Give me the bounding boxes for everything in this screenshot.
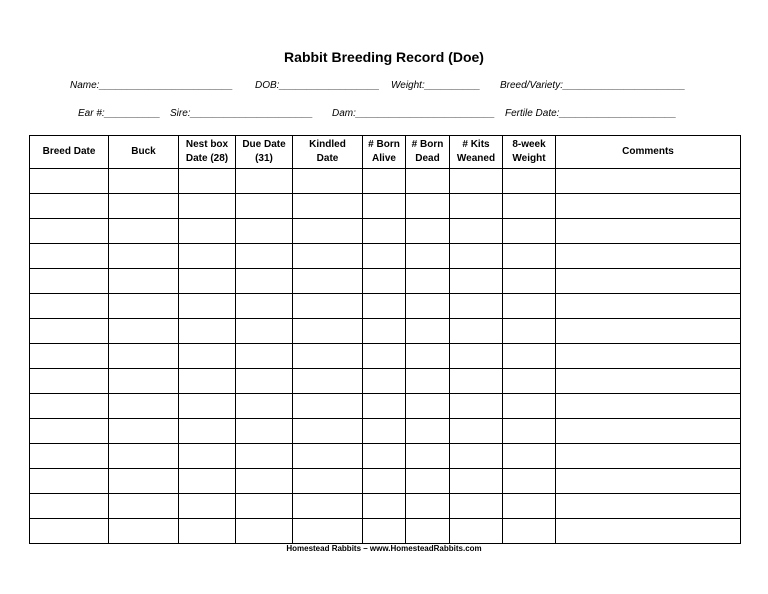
breeding-record-table <box>29 135 741 544</box>
table-cell[interactable] <box>363 269 406 294</box>
table-cell[interactable] <box>450 194 503 219</box>
table-cell[interactable] <box>30 194 109 219</box>
table-cell[interactable] <box>406 319 450 344</box>
table-cell[interactable] <box>363 169 406 194</box>
table-cell[interactable] <box>109 194 179 219</box>
table-cell[interactable] <box>363 394 406 419</box>
header-row <box>30 136 741 169</box>
table-cell[interactable] <box>406 269 450 294</box>
table-cell[interactable] <box>236 294 293 319</box>
table-cell[interactable] <box>556 194 741 219</box>
table-cell[interactable] <box>236 394 293 419</box>
table-cell[interactable] <box>450 394 503 419</box>
table-cell[interactable] <box>503 494 556 519</box>
table-cell[interactable] <box>556 219 741 244</box>
table-cell[interactable] <box>363 494 406 519</box>
table-cell[interactable] <box>406 369 450 394</box>
table-cell[interactable] <box>109 394 179 419</box>
table-cell[interactable] <box>179 294 236 319</box>
table-cell[interactable] <box>236 269 293 294</box>
table-row <box>30 494 741 519</box>
table-row <box>30 294 741 319</box>
table-cell[interactable] <box>450 319 503 344</box>
table-cell[interactable] <box>30 444 109 469</box>
col-buck: Buck <box>109 136 179 169</box>
table-cell[interactable] <box>450 369 503 394</box>
col-born-alive: # Born Alive <box>363 136 406 169</box>
table-cell[interactable] <box>109 294 179 319</box>
table-cell[interactable] <box>293 344 363 369</box>
table-cell[interactable] <box>406 219 450 244</box>
table-cell[interactable] <box>293 369 363 394</box>
table-cell[interactable] <box>503 269 556 294</box>
table-cell[interactable] <box>556 519 741 544</box>
footer: Homestead Rabbits – www.HomesteadRabbits.com <box>286 544 482 553</box>
table-cell[interactable] <box>179 244 236 269</box>
table-cell[interactable] <box>30 319 109 344</box>
table-cell[interactable] <box>236 469 293 494</box>
table-cell[interactable] <box>363 519 406 544</box>
table-cell[interactable] <box>556 169 741 194</box>
dam-field[interactable]: Dam:_________________________ <box>332 108 495 119</box>
table-cell[interactable] <box>109 519 179 544</box>
table-cell[interactable] <box>406 344 450 369</box>
table-row <box>30 169 741 194</box>
table-cell[interactable] <box>363 419 406 444</box>
table-cell[interactable] <box>236 319 293 344</box>
table-cell[interactable] <box>503 294 556 319</box>
table-cell[interactable] <box>450 519 503 544</box>
table-row <box>30 219 741 244</box>
table-cell[interactable] <box>556 369 741 394</box>
table-cell[interactable] <box>30 394 109 419</box>
table-cell[interactable] <box>556 394 741 419</box>
table-cell[interactable] <box>109 319 179 344</box>
table-cell[interactable] <box>30 519 109 544</box>
col-kindled-date: Kindled Date <box>293 136 363 169</box>
table-cell[interactable] <box>109 169 179 194</box>
table-cell[interactable] <box>503 169 556 194</box>
table-cell[interactable] <box>236 444 293 469</box>
table-cell[interactable] <box>109 494 179 519</box>
table-cell[interactable] <box>450 219 503 244</box>
table-cell[interactable] <box>293 269 363 294</box>
table-cell[interactable] <box>179 419 236 444</box>
table-cell[interactable] <box>293 194 363 219</box>
table-cell[interactable] <box>179 269 236 294</box>
table-cell[interactable] <box>406 169 450 194</box>
table-cell[interactable] <box>503 419 556 444</box>
table-cell[interactable] <box>406 194 450 219</box>
col-nest-box-date: Nest box Date (28) <box>179 136 236 169</box>
table-cell[interactable] <box>503 394 556 419</box>
table-row <box>30 469 741 494</box>
table-cell[interactable] <box>30 269 109 294</box>
table-cell[interactable] <box>109 219 179 244</box>
table-cell[interactable] <box>363 319 406 344</box>
table-cell[interactable] <box>236 519 293 544</box>
table-cell[interactable] <box>503 319 556 344</box>
name-field[interactable]: Name:________________________ <box>70 80 233 91</box>
table-cell[interactable] <box>30 244 109 269</box>
table-cell[interactable] <box>179 319 236 344</box>
table-cell[interactable] <box>556 444 741 469</box>
table-cell[interactable] <box>363 469 406 494</box>
table-row <box>30 519 741 544</box>
table-cell[interactable] <box>450 244 503 269</box>
table-cell[interactable] <box>406 469 450 494</box>
table-cell[interactable] <box>293 444 363 469</box>
table-row <box>30 194 741 219</box>
table-cell[interactable] <box>179 369 236 394</box>
table-cell[interactable] <box>293 469 363 494</box>
table-row <box>30 269 741 294</box>
table-cell[interactable] <box>556 494 741 519</box>
table-cell[interactable] <box>406 419 450 444</box>
table-cell[interactable] <box>109 269 179 294</box>
table-row <box>30 244 741 269</box>
table-row <box>30 419 741 444</box>
table-cell[interactable] <box>179 469 236 494</box>
table-cell[interactable] <box>363 294 406 319</box>
table-cell[interactable] <box>179 344 236 369</box>
table-cell[interactable] <box>293 519 363 544</box>
table-cell[interactable] <box>450 444 503 469</box>
col-born-dead: # Born Dead <box>406 136 450 169</box>
col-8-week-weight: 8-week Weight <box>503 136 556 169</box>
table-cell[interactable] <box>450 269 503 294</box>
table-cell[interactable] <box>293 394 363 419</box>
table-cell[interactable] <box>179 169 236 194</box>
table-cell[interactable] <box>363 369 406 394</box>
table-cell[interactable] <box>556 469 741 494</box>
table-cell[interactable] <box>236 369 293 394</box>
table-cell[interactable] <box>293 419 363 444</box>
table-cell[interactable] <box>236 344 293 369</box>
table-cell[interactable] <box>179 219 236 244</box>
table-cell[interactable] <box>293 219 363 244</box>
table-cell[interactable] <box>503 244 556 269</box>
table-cell[interactable] <box>406 494 450 519</box>
table-cell[interactable] <box>30 344 109 369</box>
sire-field[interactable]: Sire:______________________ <box>170 108 313 119</box>
table-cell[interactable] <box>363 244 406 269</box>
table-cell[interactable] <box>450 494 503 519</box>
table-cell[interactable] <box>450 169 503 194</box>
table-cell[interactable] <box>30 419 109 444</box>
table-cell[interactable] <box>236 169 293 194</box>
table-cell[interactable] <box>30 494 109 519</box>
col-breed-date: Breed Date <box>30 136 109 169</box>
table-cell[interactable] <box>293 494 363 519</box>
table-cell[interactable] <box>556 269 741 294</box>
page-title: Rabbit Breeding Record (Doe) <box>284 49 484 65</box>
table-row <box>30 394 741 419</box>
table-row <box>30 319 741 344</box>
table-row <box>30 444 741 469</box>
table-cell[interactable] <box>556 244 741 269</box>
table-cell[interactable] <box>503 519 556 544</box>
table-cell[interactable] <box>406 394 450 419</box>
table-cell[interactable] <box>109 369 179 394</box>
table-cell[interactable] <box>30 469 109 494</box>
table-cell[interactable] <box>179 194 236 219</box>
table-cell[interactable] <box>406 519 450 544</box>
table-cell[interactable] <box>293 294 363 319</box>
table-cell[interactable] <box>293 319 363 344</box>
table-cell[interactable] <box>109 444 179 469</box>
table-cell[interactable] <box>236 194 293 219</box>
table-cell[interactable] <box>503 344 556 369</box>
table-cell[interactable] <box>363 219 406 244</box>
table-cell[interactable] <box>30 369 109 394</box>
table-cell[interactable] <box>556 319 741 344</box>
table-cell[interactable] <box>556 294 741 319</box>
table-cell[interactable] <box>293 244 363 269</box>
table-cell[interactable] <box>179 494 236 519</box>
table-cell[interactable] <box>30 294 109 319</box>
table-cell[interactable] <box>503 369 556 394</box>
fertile-date-field[interactable]: Fertile Date:_____________________ <box>505 108 677 119</box>
table-cell[interactable] <box>109 244 179 269</box>
table-cell[interactable] <box>236 419 293 444</box>
table-cell[interactable] <box>30 169 109 194</box>
table-cell[interactable] <box>406 444 450 469</box>
breed-variety-field[interactable]: Breed/Variety:______________________ <box>500 80 686 91</box>
table-cell[interactable] <box>406 244 450 269</box>
table-cell[interactable] <box>109 469 179 494</box>
table-cell[interactable] <box>503 469 556 494</box>
table-cell[interactable] <box>450 419 503 444</box>
table-cell[interactable] <box>109 344 179 369</box>
table-cell[interactable] <box>109 419 179 444</box>
table-cell[interactable] <box>406 294 450 319</box>
table-row <box>30 344 741 369</box>
table-cell[interactable] <box>30 219 109 244</box>
table-row <box>30 369 741 394</box>
table-cell[interactable] <box>236 244 293 269</box>
table-cell[interactable] <box>179 444 236 469</box>
table-cell[interactable] <box>179 394 236 419</box>
table-cell[interactable] <box>293 169 363 194</box>
col-kits-weaned: # Kits Weaned <box>450 136 503 169</box>
col-due-date: Due Date (31) <box>236 136 293 169</box>
table-cell[interactable] <box>363 344 406 369</box>
table-cell[interactable] <box>236 219 293 244</box>
table-cell[interactable] <box>179 519 236 544</box>
table-cell[interactable] <box>450 294 503 319</box>
table-cell[interactable] <box>450 344 503 369</box>
table-cell[interactable] <box>503 194 556 219</box>
weight-field[interactable]: Weight:__________ <box>391 80 481 91</box>
table-cell[interactable] <box>556 344 741 369</box>
table-cell[interactable] <box>236 494 293 519</box>
table-cell[interactable] <box>363 194 406 219</box>
col-comments: Comments <box>556 136 741 169</box>
table-cell[interactable] <box>503 444 556 469</box>
table-cell[interactable] <box>503 219 556 244</box>
ear-number-field[interactable]: Ear #:__________ <box>78 108 161 119</box>
table-cell[interactable] <box>450 469 503 494</box>
table-cell[interactable] <box>556 419 741 444</box>
table-cell[interactable] <box>363 444 406 469</box>
dob-field[interactable]: DOB:__________________ <box>255 80 380 91</box>
